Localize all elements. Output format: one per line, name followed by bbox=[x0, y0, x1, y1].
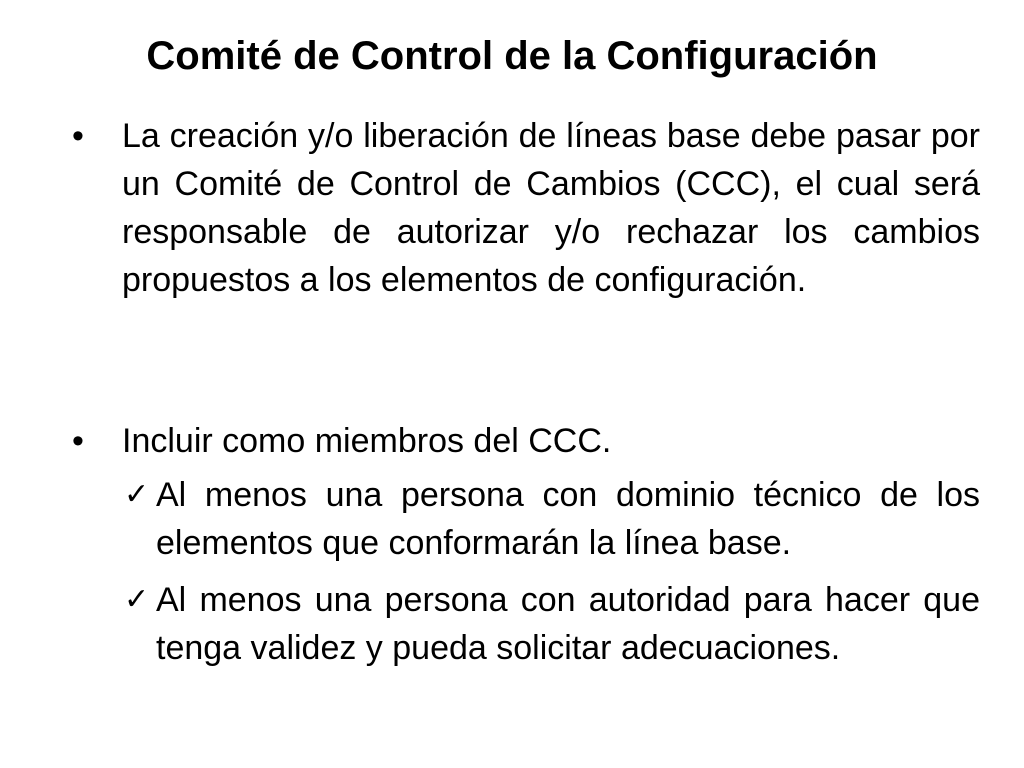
sub-item-technical-member: Al menos una persona con dominio técnico de los elementos que conformarán la línea base. bbox=[156, 476, 980, 562]
sub-item-authority-member: Al menos una persona con autoridad para hacer que tenga validez y pueda solicitar adecuaciones. bbox=[156, 581, 980, 667]
bullet-ccc-members: Incluir como miembros del CCC. bbox=[122, 422, 612, 460]
slide-title: Comité de Control de la Configuración bbox=[146, 34, 878, 78]
checkmark-icon: ✓ bbox=[124, 477, 150, 512]
bullet-ccc-description: La creación y/o liberación de líneas base debe pasar por un Comité de Control de Cambios (CCC), el cual será responsable de autorizar y/o rechazar los cambios propuestos a los elementos de configuración. bbox=[122, 117, 980, 299]
bullet-dot-icon: • bbox=[72, 422, 84, 460]
bullet-dot-icon: • bbox=[72, 117, 84, 155]
checkmark-icon: ✓ bbox=[124, 582, 150, 617]
